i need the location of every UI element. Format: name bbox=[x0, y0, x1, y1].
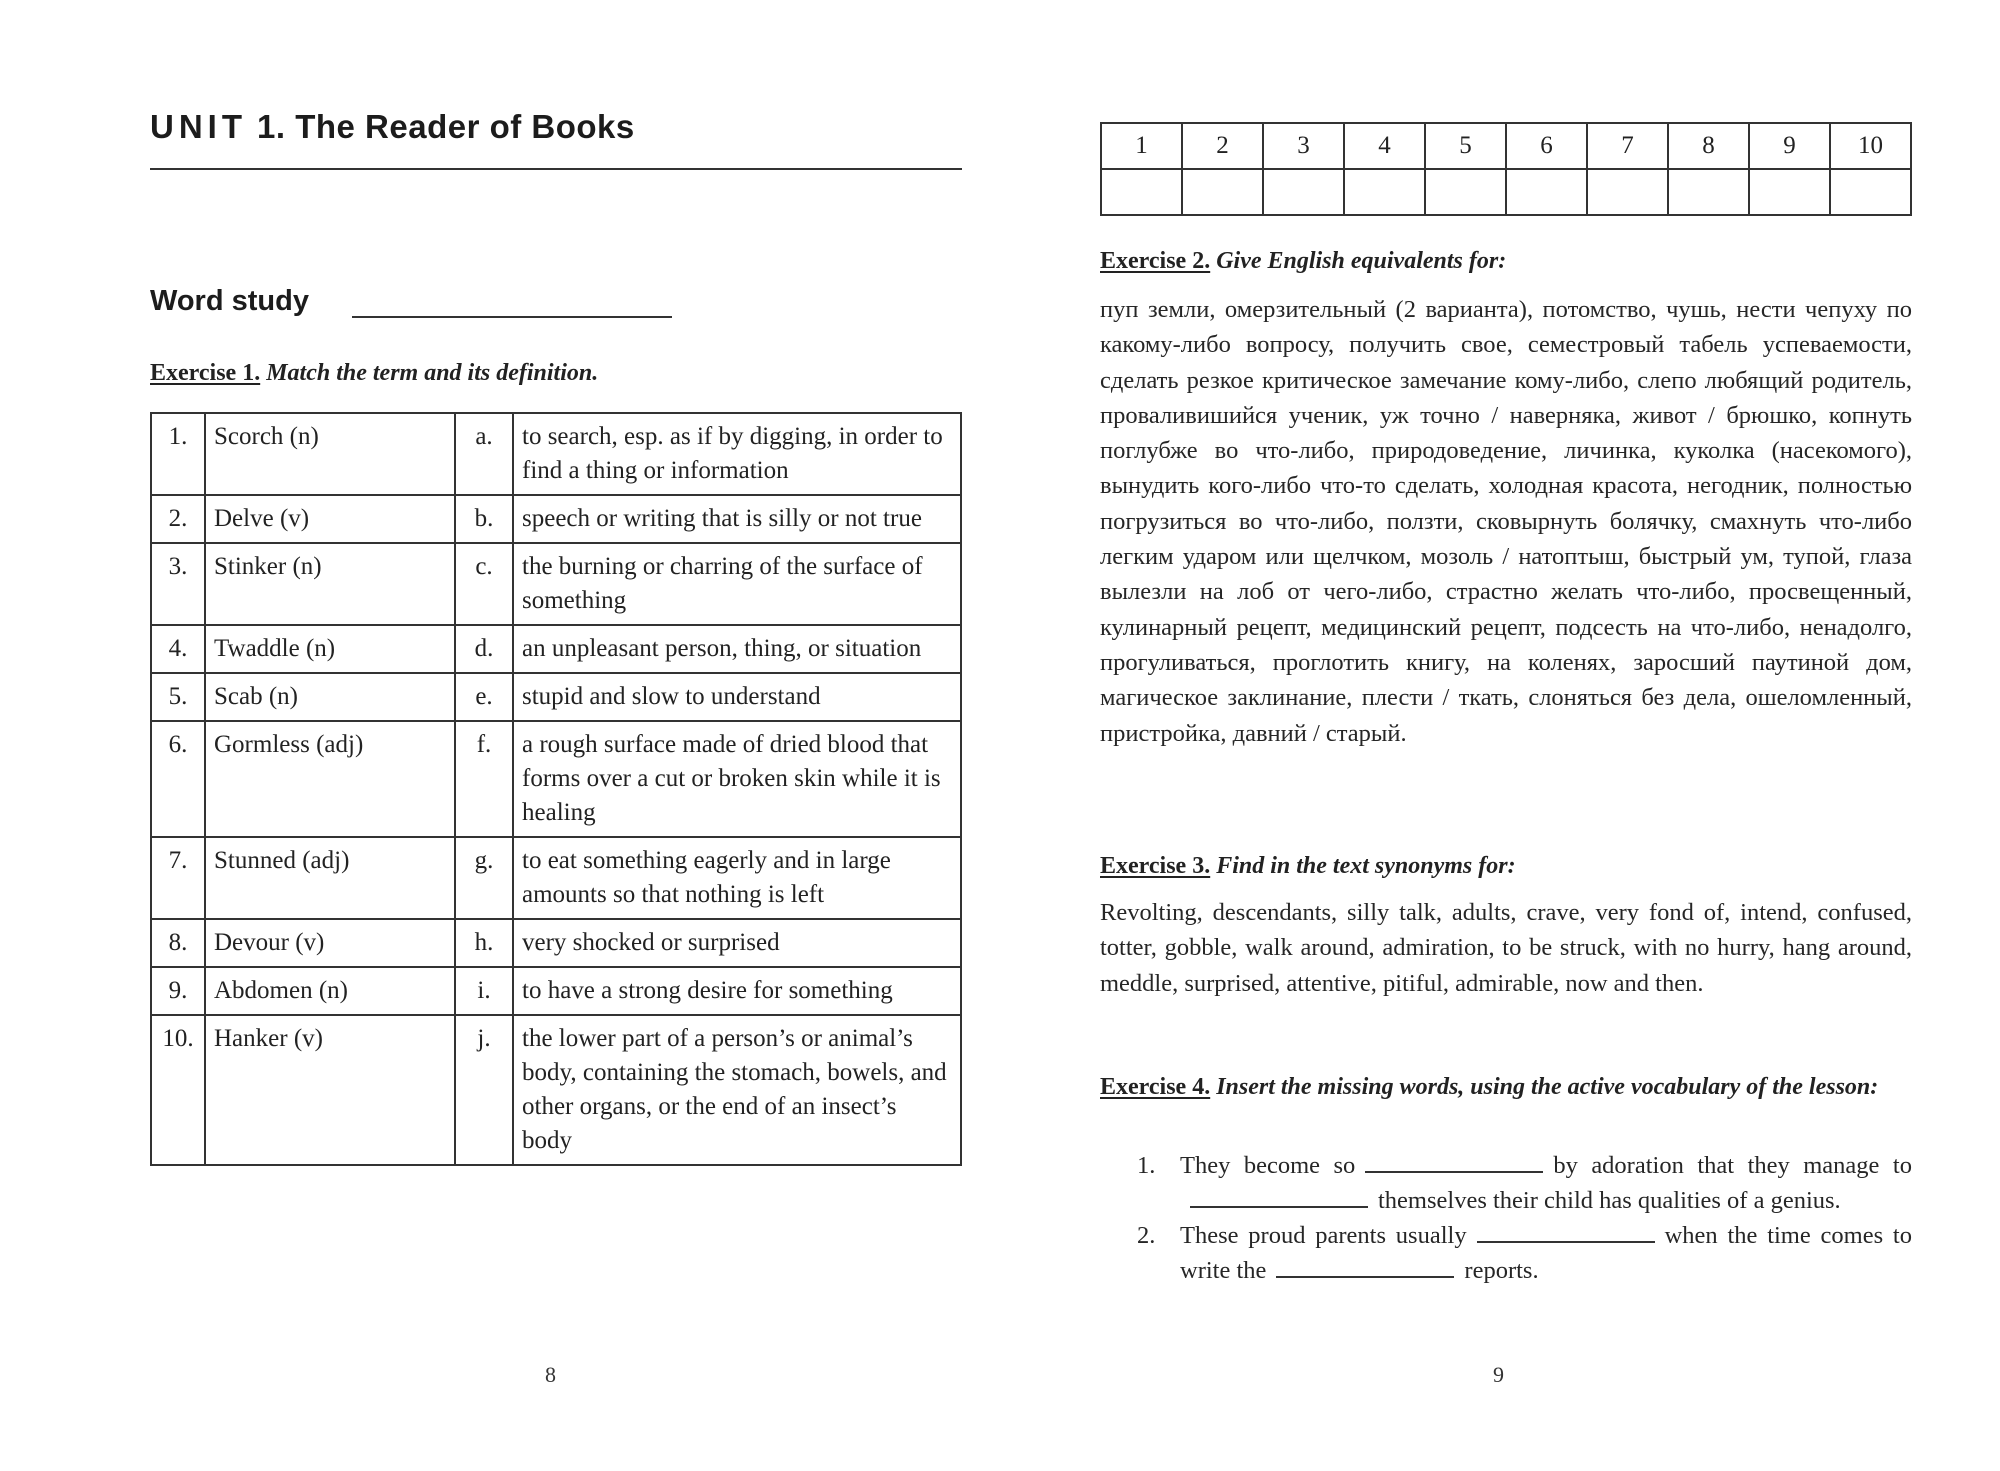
exercise4-label: Exercise 4. bbox=[1100, 1074, 1211, 1100]
letter-cell: c. bbox=[455, 543, 513, 625]
term-cell: Hanker (v) bbox=[205, 1015, 455, 1165]
gap-text-a: These proud parents usually bbox=[1180, 1222, 1467, 1249]
table-row bbox=[151, 919, 961, 967]
definition-cell: speech or writing that is silly or not true bbox=[513, 495, 961, 543]
term-cell: Stinker (n) bbox=[205, 543, 455, 625]
definition-cell: very shocked or surprised bbox=[513, 919, 961, 967]
exercise1-label: Exercise 1. bbox=[150, 360, 261, 386]
page-number-left: 8 bbox=[545, 1362, 556, 1387]
answer-grid bbox=[1100, 122, 1912, 216]
definition-cell: to eat something eagerly and in large amounts so that nothing is left bbox=[513, 837, 961, 919]
gap-item-number: 2. bbox=[1137, 1222, 1156, 1249]
answer-cell[interactable] bbox=[1587, 169, 1668, 215]
gap-item-number: 1. bbox=[1137, 1152, 1156, 1179]
letter-cell: f. bbox=[455, 721, 513, 837]
row-number: 6. bbox=[151, 721, 205, 837]
gap-item bbox=[1100, 1218, 1912, 1288]
answer-grid-header bbox=[1101, 123, 1911, 169]
gap-text-a: They become so bbox=[1180, 1152, 1356, 1179]
table-row bbox=[151, 543, 961, 625]
unit-title bbox=[150, 108, 635, 146]
exercise1-heading bbox=[150, 360, 598, 387]
answer-cell[interactable] bbox=[1344, 169, 1425, 215]
table-row bbox=[151, 721, 961, 837]
answer-cell[interactable] bbox=[1830, 169, 1911, 215]
letter-cell: a. bbox=[455, 413, 513, 495]
exercise3-heading bbox=[1100, 853, 1516, 880]
exercise2-text: пуп земли, омерзительный (2 варианта), потомство, чушь, нести чепуху по какому-либо вопросу, получить свое, семестровый табель успеваемости, сделать резкое критическое замечание кому-либо, слепо любящий родитель, проваливишийся ученик, уж точно / наверняка, живот / брюшко, копнуть поглубже во что-либо, природоведение, личинка, куколка (насекомого), вынудить кого-либо что-то сделать, холодная красота, негодник, полностью погрузиться во что-либо, ползти, сковырнуть болячку, смахнуть что-либо легким ударом или щелчком, мозоль / натоптыш, быстрый ум, тупой, глаза вылезли на лоб от чего-либо, страстно желать что-либо, просвещенный, кулинарный рецепт, медицинский рецепт, подсесть на что-либо, ненадолго, прогуливаться, проглотить книгу, на коленях, заросший паутиной дом, магическое заклинание, плести / ткать, слоняться без дела, ошеломленный, пристройка, давний / старый. bbox=[1100, 296, 1912, 747]
answer-grid-number: 1 bbox=[1101, 123, 1182, 169]
exercise4-instruction: Insert the missing words, using the active vocabulary of the lesson: bbox=[1216, 1074, 1879, 1100]
exercise4-heading bbox=[1100, 1070, 1912, 1105]
definition-cell: the burning or charring of the surface of something bbox=[513, 543, 961, 625]
blank-line[interactable] bbox=[1276, 1254, 1454, 1278]
letter-cell: b. bbox=[455, 495, 513, 543]
row-number: 10. bbox=[151, 1015, 205, 1165]
right-page bbox=[1000, 0, 2000, 1471]
answer-cell[interactable] bbox=[1668, 169, 1749, 215]
answer-cell[interactable] bbox=[1263, 169, 1344, 215]
gap-text-b: by adoration that they manage to bbox=[1553, 1152, 1912, 1179]
page-number-right: 9 bbox=[1493, 1362, 1504, 1387]
gap-text-c: reports. bbox=[1464, 1257, 1539, 1284]
gap-text-c: themselves their child has qualities of a genius. bbox=[1378, 1187, 1841, 1214]
exercise3-text: Revolting, descendants, silly talk, adults, crave, very fond of, intend, confused, totter, gobble, walk around, admiration, to be struck, with no hurry, hang around, meddle, surprised, attentive, pitiful, admirable, now and then. bbox=[1100, 899, 1912, 997]
exercise2-instruction: Give English equivalents for: bbox=[1216, 248, 1507, 274]
row-number: 8. bbox=[151, 919, 205, 967]
gap-item bbox=[1100, 1148, 1912, 1218]
answer-grid-number: 3 bbox=[1263, 123, 1344, 169]
letter-cell: d. bbox=[455, 625, 513, 673]
term-cell: Delve (v) bbox=[205, 495, 455, 543]
exercise2-heading bbox=[1100, 248, 1506, 275]
term-cell: Devour (v) bbox=[205, 919, 455, 967]
letter-cell: i. bbox=[455, 967, 513, 1015]
term-cell: Scab (n) bbox=[205, 673, 455, 721]
term-cell: Abdomen (n) bbox=[205, 967, 455, 1015]
definition-cell: to search, esp. as if by digging, in order to find a thing or information bbox=[513, 413, 961, 495]
answer-cell[interactable] bbox=[1101, 169, 1182, 215]
term-cell: Gormless (adj) bbox=[205, 721, 455, 837]
word-study-heading: Word study bbox=[150, 285, 309, 317]
letter-cell: e. bbox=[455, 673, 513, 721]
row-number: 1. bbox=[151, 413, 205, 495]
blank-line[interactable] bbox=[1190, 1184, 1368, 1208]
table-row bbox=[151, 837, 961, 919]
row-number: 5. bbox=[151, 673, 205, 721]
row-number: 2. bbox=[151, 495, 205, 543]
table-row bbox=[151, 1015, 961, 1165]
exercise3-instruction: Find in the text synonyms for: bbox=[1216, 853, 1516, 879]
match-table bbox=[150, 412, 962, 1166]
definition-cell: a rough surface made of dried blood that forms over a cut or broken skin while it is healing bbox=[513, 721, 961, 837]
letter-cell: j. bbox=[455, 1015, 513, 1165]
answer-grid-number: 6 bbox=[1506, 123, 1587, 169]
word-study-rule bbox=[352, 316, 672, 318]
table-row bbox=[151, 967, 961, 1015]
exercise2-label: Exercise 2. bbox=[1100, 248, 1211, 274]
definition-cell: to have a strong desire for something bbox=[513, 967, 961, 1015]
answer-grid-number: 2 bbox=[1182, 123, 1263, 169]
table-row bbox=[151, 413, 961, 495]
exercise4-list bbox=[1100, 1148, 1912, 1288]
definition-cell: the lower part of a person’s or animal’s body, containing the stomach, bowels, and other organs, or the end of an insect’s body bbox=[513, 1015, 961, 1165]
blank-line[interactable] bbox=[1477, 1219, 1655, 1243]
blank-line[interactable] bbox=[1365, 1149, 1543, 1173]
term-cell: Stunned (adj) bbox=[205, 837, 455, 919]
answer-cell[interactable] bbox=[1425, 169, 1506, 215]
answer-grid-number: 4 bbox=[1344, 123, 1425, 169]
definition-cell: stupid and slow to understand bbox=[513, 673, 961, 721]
table-row bbox=[151, 625, 961, 673]
row-number: 4. bbox=[151, 625, 205, 673]
unit-title-text: 1. The Reader of Books bbox=[257, 108, 635, 145]
unit-word: UNIT bbox=[150, 108, 247, 145]
answer-grid-number: 10 bbox=[1830, 123, 1911, 169]
exercise1-instruction: Match the term and its definition. bbox=[266, 360, 599, 386]
table-row bbox=[151, 495, 961, 543]
answer-grid-blank-row bbox=[1101, 169, 1911, 215]
row-number: 7. bbox=[151, 837, 205, 919]
answer-grid-number: 7 bbox=[1587, 123, 1668, 169]
answer-cell[interactable] bbox=[1182, 169, 1263, 215]
row-number: 3. bbox=[151, 543, 205, 625]
answer-cell[interactable] bbox=[1749, 169, 1830, 215]
term-cell: Scorch (n) bbox=[205, 413, 455, 495]
letter-cell: g. bbox=[455, 837, 513, 919]
letter-cell: h. bbox=[455, 919, 513, 967]
table-row bbox=[151, 673, 961, 721]
term-cell: Twaddle (n) bbox=[205, 625, 455, 673]
answer-cell[interactable] bbox=[1506, 169, 1587, 215]
gap-text-b: when the time comes to write the bbox=[1180, 1222, 1912, 1284]
answer-grid-number: 5 bbox=[1425, 123, 1506, 169]
definition-cell: an unpleasant person, thing, or situation bbox=[513, 625, 961, 673]
exercise3-label: Exercise 3. bbox=[1100, 853, 1211, 879]
title-rule bbox=[150, 168, 962, 170]
answer-grid-number: 9 bbox=[1749, 123, 1830, 169]
answer-grid-number: 8 bbox=[1668, 123, 1749, 169]
row-number: 9. bbox=[151, 967, 205, 1015]
